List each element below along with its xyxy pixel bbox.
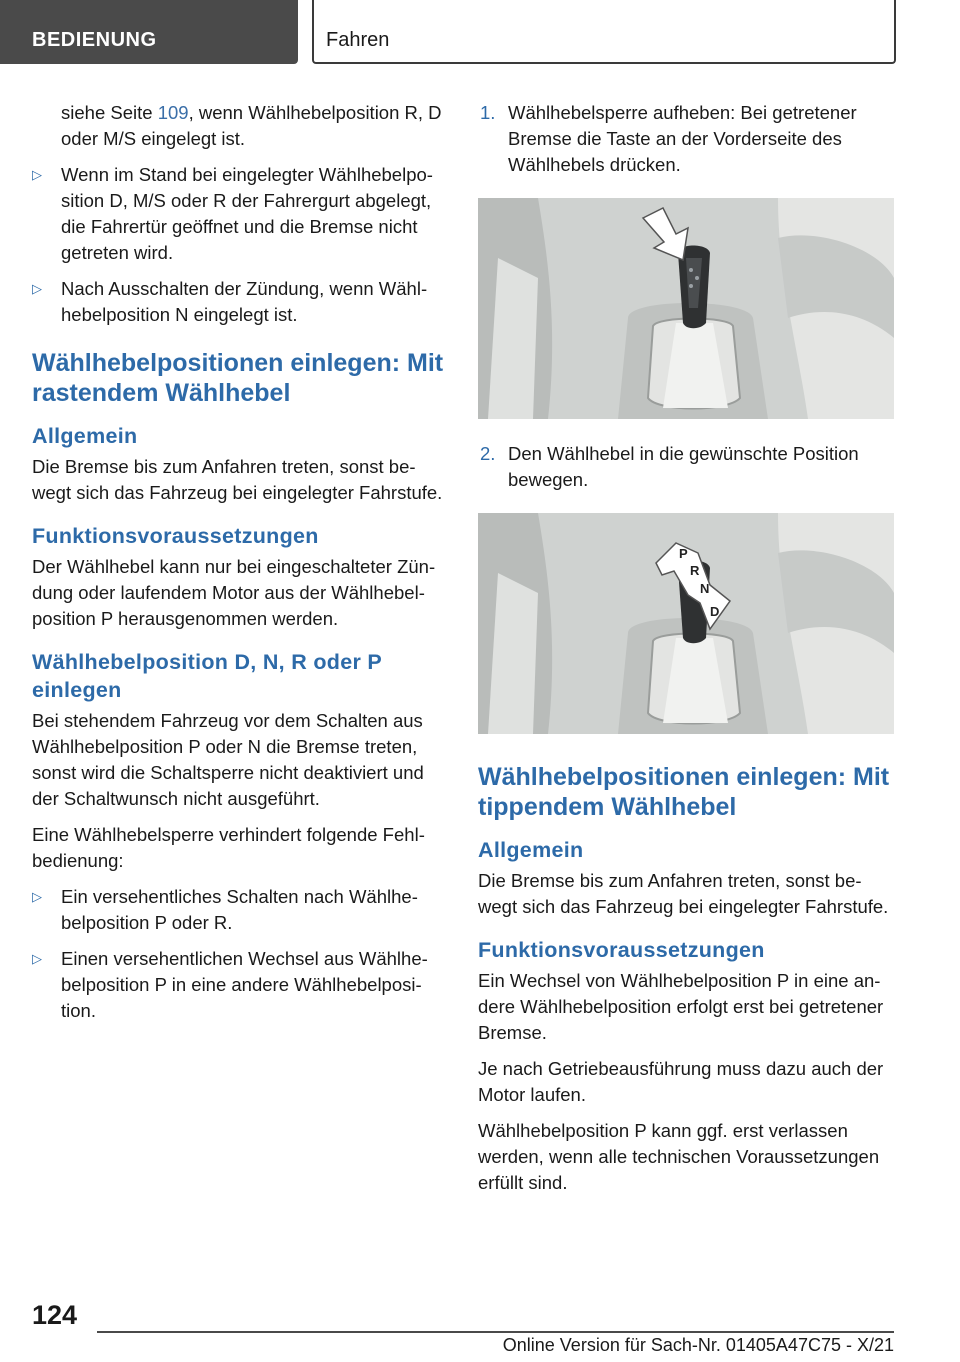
engage-paragraph: Bei stehendem Fahrzeug vor dem Schalten aus Wählhebelposition P oder N die Bremse treten, sonst wird die Schaltsperre nicht deaktiviert und der Schaltwunsch nicht ausgeführt. (32, 710, 424, 809)
footer-divider (97, 1331, 894, 1333)
gear-positions-illustration (478, 513, 894, 734)
triangle-right-outline-icon: ▷ (32, 281, 42, 296)
section-tab (0, 0, 298, 64)
triangle-right-outline-icon: ▷ (32, 889, 42, 904)
step-number: 1. (480, 102, 496, 123)
chapter-title: Fahren (326, 29, 390, 51)
page-reference-link[interactable]: 109 (157, 102, 189, 123)
list-item: ▷ Einen versehentlichen Wechsel aus Wählhebelposition P in eine andere Wählhebelposition. (32, 948, 428, 1021)
continued-paragraph: siehe Seite 109, wenn Wählhebelposition R, D oder M/S eingelegt ist. (61, 102, 442, 149)
requirements-paragraph: Ein Wechsel von Wählhebelposition P in eine andere Wählhebelposition erfolgt erst bei getretener Bremse. (478, 970, 884, 1043)
gear-label-p: P (679, 546, 688, 561)
triangle-right-outline-icon: ▷ (32, 167, 42, 182)
general-paragraph: Die Bremse bis zum Anfahren treten, sonst bewegt sich das Fahrzeug bei eingelegter Fahrstufe. (478, 870, 889, 917)
list-item: ▷ Nach Ausschalten der Zündung, wenn Wählhebelposition N eingelegt ist. (32, 278, 428, 325)
step-item (478, 100, 892, 178)
gear-label-d: D (710, 604, 720, 619)
gear-label-n: N (700, 581, 710, 596)
chapter-header (312, 0, 896, 64)
triangle-right-outline-icon: ▷ (32, 951, 42, 966)
subheading-requirements: Funktionsvoraussetzungen (32, 524, 319, 548)
subheading-requirements: Funktionsvoraussetzungen (478, 938, 765, 962)
step-text: Den Wählhebel in die gewünschte Position bewegen. (508, 443, 859, 490)
list-item: ▷ Ein versehentliches Schalten nach Wählhebelposition P oder R. (32, 886, 418, 933)
subheading-general: Allgemein (32, 424, 138, 448)
step-number: 2. (480, 443, 496, 464)
section-heading: Wählhebelpositionen einlegen: Mit tippendem Wählhebel (478, 763, 890, 821)
step-text: Wählhebelsperre aufheben: Bei getretener Bremse die Taste an der Vorderseite des Wählhebels drücken. (508, 102, 857, 175)
right-column (478, 100, 892, 1206)
general-paragraph: Die Bremse bis zum Anfahren treten, sonst bewegt sich das Fahrzeug bei eingelegter Fahrstufe. (32, 456, 443, 503)
requirements-paragraph: Wählhebelposition P kann ggf. erst verlassen werden, wenn alle technischen Voraussetzungen erfüllt sind. (478, 1120, 880, 1193)
footer-version-text: Online Version für Sach-Nr. 01405A47C75 - X/21 (502, 1335, 894, 1355)
requirements-paragraph: Der Wählhebel kann nur bei eingeschalteter Zündung oder laufendem Motor aus der Wählhebelposition P herausgenommen werden. (32, 556, 436, 629)
gear-lever-unlock-illustration (478, 198, 894, 419)
list-item: ▷ Wenn im Stand bei eingelegter Wählhebelposition D, M/S oder R der Fahrergurt abgelegt, die Fahrertür geöffnet und die Bremse nicht getreten wird. (32, 164, 433, 263)
left-column (32, 100, 446, 1034)
section-title: BEDIENUNG (32, 29, 157, 51)
section-heading: Wählhebelpositionen einlegen: Mit rastendem Wählhebel (32, 349, 444, 407)
requirements-paragraph: Je nach Getriebeausführung muss dazu auch der Motor laufen. (478, 1058, 884, 1105)
lock-paragraph: Eine Wählhebelsperre verhindert folgende Fehlbedienung: (32, 824, 425, 871)
subheading-engage-position: Wählhebelposition D, N, R oder P einlegen (32, 650, 382, 702)
gear-label-r: R (690, 563, 700, 578)
page-number: 124 (32, 1300, 78, 1330)
step-item (478, 441, 892, 493)
subheading-general: Allgemein (478, 838, 584, 862)
